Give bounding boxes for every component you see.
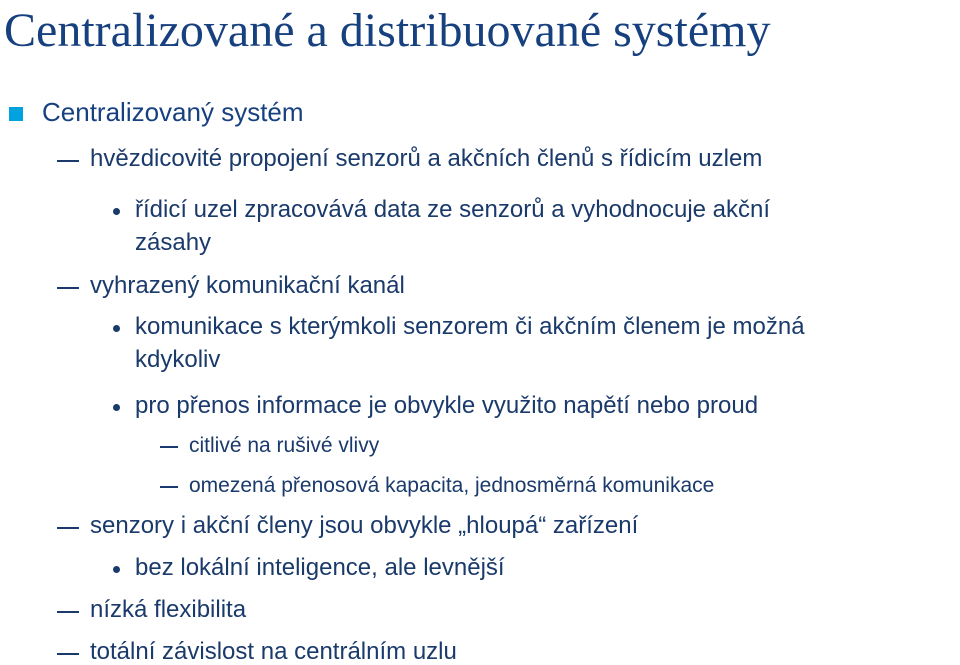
dash-bullet-icon (57, 160, 79, 162)
bullet-text: pro přenos informace je obvykle využito napětí nebo proud (135, 392, 759, 419)
dot-bullet-icon (113, 404, 120, 411)
bullet-text: hvězdicovité propojení senzorů a akčních členů s řídicím uzlem (90, 145, 763, 172)
subbullet-star-topology (0, 143, 960, 177)
dot-bullet-icon (113, 566, 120, 573)
bullet-text: citlivé na rušivé vlivy (189, 434, 380, 457)
point-signal-transfer (0, 390, 960, 424)
bullet-text: vyhrazený komunikační kanál (90, 272, 405, 299)
subbullet-dumb-devices (0, 510, 960, 544)
bullet-text: omezená přenosová kapacita, jednosměrná komunikace (189, 474, 715, 497)
subbullet-low-flexibility (0, 594, 960, 628)
bullet-text: bez lokální inteligence, ale levnější (135, 554, 505, 581)
bullet-text: řídicí uzel zpracovává data ze senzorů a vyhodnocuje akční (135, 196, 771, 223)
bullet-text: komunikace s kterýmkoli senzorem či akčním členem je možná (135, 313, 805, 340)
square-bullet-icon (9, 107, 23, 121)
bullet-text-continued: kdykoliv (135, 346, 221, 373)
subbullet-central-dependence (0, 636, 960, 665)
point-no-local-intelligence (0, 552, 960, 586)
dash-bullet-icon (57, 653, 79, 655)
subpoint-noise-sensitive (0, 432, 960, 462)
subpoint-limited-capacity (0, 472, 960, 502)
dash-bullet-icon (57, 287, 79, 289)
dash-bullet-icon (160, 446, 178, 448)
dot-bullet-icon (113, 208, 120, 215)
bullet-text: nízká flexibilita (90, 596, 247, 623)
dash-bullet-icon (160, 486, 178, 488)
dash-bullet-icon (57, 527, 79, 529)
bullet-text: Centralizovaný systém (42, 97, 304, 127)
dot-bullet-icon (113, 325, 120, 332)
dash-bullet-icon (57, 611, 79, 613)
bullet-text: totální závislost na centrálním uzlu (90, 638, 457, 665)
subbullet-dedicated-channel (0, 270, 960, 304)
point-communication-anytime (0, 311, 960, 379)
point-control-node (0, 194, 960, 262)
bullet-centralized-system (0, 95, 960, 131)
bullet-text-continued: zásahy (135, 229, 212, 256)
slide-title: Centralizované a distribuované systémy (4, 4, 771, 57)
bullet-text: senzory i akční členy jsou obvykle „hloupá“ zařízení (90, 512, 639, 539)
